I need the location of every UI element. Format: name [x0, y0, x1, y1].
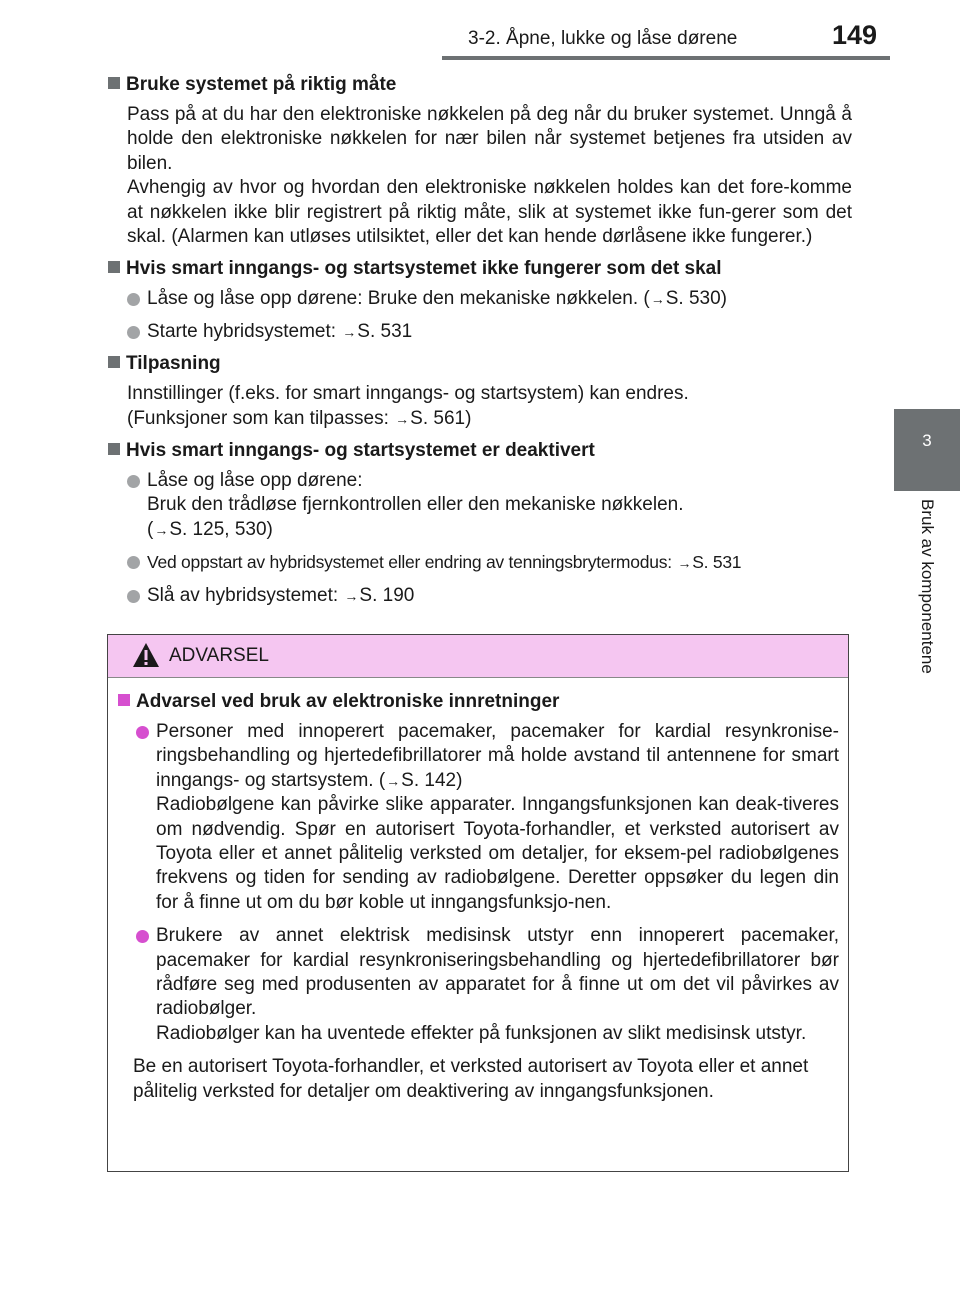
- round-bullet-icon: [127, 590, 140, 603]
- arrow-right-icon: →: [395, 410, 410, 427]
- page-reference-link[interactable]: →S. 531: [342, 320, 413, 342]
- page-reference-link[interactable]: →S. 561): [395, 407, 472, 429]
- header-rule: [442, 56, 890, 60]
- page-header: [0, 0, 960, 70]
- list-item: Brukere av annet elektrisk medisinsk utstyr enn innoperert pacemaker, pacemaker for kardial resynkroniseringsbehandling og hjertedefibrillatorer bør rådføre seg med produsenten av apparatet for å finne ut om det vil påvirkes av radiobølger. Radiobølger kan ha uventede effekter på funksjonen av slikt medisinsk utstyr.: [118, 924, 839, 1046]
- arrow-right-icon: →: [386, 772, 401, 789]
- list-item: Starte hybridsystemet: →S. 531: [108, 320, 852, 344]
- page-reference-link[interactable]: →S. 142): [386, 769, 463, 791]
- chapter-tab-title: [894, 491, 960, 721]
- arrow-right-icon: →: [344, 587, 359, 604]
- section-title: Hvis smart inngangs- og startsystemet er deaktivert: [108, 439, 852, 463]
- page-reference-link[interactable]: →S. 190: [344, 584, 415, 606]
- square-bullet-icon: [108, 356, 120, 368]
- square-bullet-icon: [108, 443, 120, 455]
- chapter-title-text: Bruk av komponentene: [918, 499, 937, 674]
- warning-header: [108, 635, 848, 678]
- paragraph: Pass på at du har den elektroniske nøkkelen på deg når du bruker systemet. Unngå å holde den elektroniske nøkkelen for nær bilen når systemet betjenes fra utsiden av bilen.: [127, 104, 852, 174]
- list-item: Personer med innoperert pacemaker, pacemaker for kardial resynkronise-ringsbehandling og hjertedefibrillatorer må holde avstand til antennene for smart inngangs- og startsystem. (→S. 142) Radiobølgene kan påvirke slike apparater. Inngangsfunksjonen kan deak-tiveres om nødvendig. Spør en autorisert Toyota-forhandler, et verksted autorisert av Toyota eller et annet pålitelig verksted om detaljer, for eksem-pel radiobølgenes frekvens og tiden for sending av radiobølgene. Deretter oppsøker du legen din for å finne ut om du bør koble ut inngangsfunksjo-nen.: [118, 720, 839, 915]
- square-bullet-icon: [108, 77, 120, 89]
- page-reference-link[interactable]: →S. 531: [677, 552, 742, 573]
- warning-box: [107, 634, 849, 1172]
- section-not-working: [108, 257, 852, 344]
- warning-title: Advarsel ved bruk av elektroniske innretninger: [118, 690, 839, 714]
- arrow-right-icon: →: [154, 521, 169, 538]
- warning-triangle-icon: [132, 642, 160, 668]
- round-bullet-icon: [136, 930, 149, 943]
- square-bullet-icon: [118, 694, 130, 706]
- list-item: Slå av hybridsystemet: →S. 190: [108, 584, 852, 608]
- page-reference-link[interactable]: →S. 530): [650, 288, 727, 310]
- chapter-tab-number: 3: [894, 409, 960, 491]
- square-bullet-icon: [108, 261, 120, 273]
- arrow-right-icon: →: [677, 555, 692, 572]
- page-number: 149: [832, 20, 878, 50]
- arrow-right-icon: →: [650, 291, 665, 308]
- section-title: Tilpasning: [108, 352, 852, 376]
- section-title: Bruke systemet på riktig måte: [108, 73, 852, 97]
- section-title: Hvis smart inngangs- og startsystemet ikke fungerer som det skal: [108, 257, 852, 281]
- warning-label: ADVARSEL: [169, 645, 269, 666]
- list-item: Ved oppstart av hybridsystemet eller endring av tenningsbrytermodus: →S. 531: [108, 550, 852, 575]
- list-item: Låse og låse opp dørene: Bruke den mekaniske nøkkelen. (→S. 530): [108, 287, 852, 311]
- paragraph: Innstillinger (f.eks. for smart inngangs- og startsystem) kan endres. (Funksjoner som kan tilpasses: →S. 561): [127, 383, 689, 429]
- round-bullet-icon: [136, 726, 149, 739]
- header-title: 3-2. Åpne, lukke og låse dørene: [468, 28, 738, 49]
- section-correct-use: [108, 73, 852, 249]
- arrow-right-icon: →: [342, 323, 357, 340]
- main-content: [108, 73, 852, 616]
- warning-note: Be en autorisert Toyota-forhandler, et verksted autorisert av Toyota eller et annet pålitelig verksted for detaljer om deaktivering av inngangsfunksjonen.: [133, 1056, 809, 1102]
- round-bullet-icon: [127, 556, 140, 569]
- round-bullet-icon: [127, 326, 140, 339]
- round-bullet-icon: [127, 293, 140, 306]
- warning-body: [108, 678, 848, 1104]
- list-item: Låse og låse opp dørene: Bruk den trådløse fjernkontrollen eller den mekaniske nøkkelen. (→S. 125, 530): [108, 469, 852, 542]
- page-reference-link[interactable]: →S. 125, 530): [154, 518, 273, 540]
- round-bullet-icon: [127, 475, 140, 488]
- section-deactivated: [108, 439, 852, 608]
- paragraph: Avhengig av hvor og hvordan den elektroniske nøkkelen holdes kan det fore-komme at nøkkelen ikke blir registrert på riktig måte, slik at systemet ikke fun-gerer som det skal. (Alarmen kan utløses utilsiktet, eller det kan hende dørlåsene ikke fungerer.): [127, 177, 852, 248]
- section-customization: [108, 352, 852, 431]
